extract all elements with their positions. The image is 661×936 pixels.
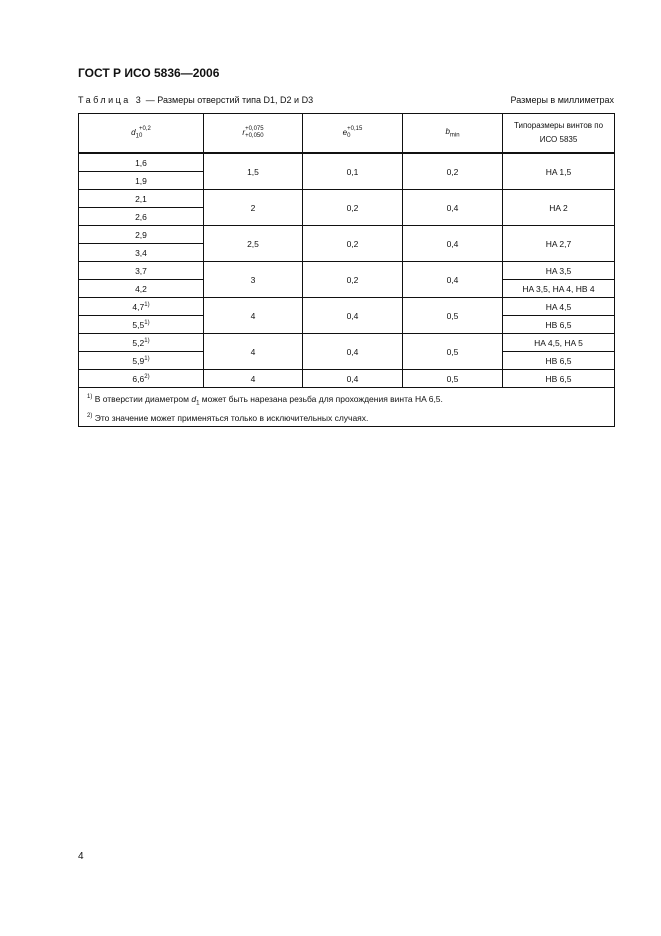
cell-r: 3 — [204, 262, 303, 298]
footnote-ref: 1) — [144, 355, 150, 362]
cell-screw-size: HA 2 — [503, 190, 615, 226]
cell-d1: 4,7$^{1)}$ — [79, 298, 204, 316]
cell-b: 0,4 — [403, 226, 503, 262]
cell-d1: 1,6 — [79, 153, 204, 172]
cell-d1: 3,4 — [79, 244, 204, 262]
footnote-ref: 1) — [144, 319, 150, 326]
cell-r: 4 — [204, 298, 303, 334]
cell-d1: 1,9 — [79, 172, 204, 190]
cell-r: 4 — [204, 334, 303, 370]
table-row — [79, 334, 615, 352]
cell-screw-size: HA 4,5 — [503, 298, 615, 316]
cell-screw-size: HB 6,5 — [503, 352, 615, 370]
cell-e: 0,1 — [303, 153, 403, 190]
cell-r: 4 — [204, 370, 303, 388]
cell-e: 0,2 — [303, 190, 403, 226]
table-row — [79, 262, 615, 280]
cell-d1: 2,6 — [79, 208, 204, 226]
cell-d1: 6,6$^{2)}$ — [79, 370, 204, 388]
header-screw-sizes: Типоразмеры винтов по ИСО 5835 — [503, 114, 615, 154]
footnote-ref: 1) — [144, 337, 150, 344]
cell-r: 2 — [204, 190, 303, 226]
document-header: ГОСТ Р ИСО 5836—2006 — [78, 66, 220, 80]
cell-d1: 2,9 — [79, 226, 204, 244]
cell-r: 1,5 — [204, 153, 303, 190]
header-r: r+0,075 +0,050 — [204, 114, 303, 154]
cell-screw-size: HB 6,5 — [503, 370, 615, 388]
table-caption: Таблица 3 — Размеры отверстий типа D1, D2 и D3 — [78, 95, 314, 105]
cell-b: 0,4 — [403, 190, 503, 226]
cell-b: 0,5 — [403, 370, 503, 388]
header-e: e+0,15 0 — [303, 114, 403, 154]
cell-screw-size: HB 6,5 — [503, 316, 615, 334]
table-footnotes — [79, 388, 615, 427]
header-d1: $d_1+0,2$ 0 — [79, 114, 204, 154]
cell-d1: 3,7 — [79, 262, 204, 280]
cell-d1: 2,1 — [79, 190, 204, 208]
table-row — [79, 190, 615, 208]
footnote-2: $^{2)}$ Это значение может применяться только в исключительных случаях. — [87, 412, 369, 423]
cell-b: 0,5 — [403, 298, 503, 334]
cell-b: 0,5 — [403, 334, 503, 370]
cell-screw-size: HA 2,7 — [503, 226, 615, 262]
cell-screw-size: HA 1,5 — [503, 153, 615, 190]
table-row — [79, 153, 615, 172]
footnote-ref: 1) — [144, 301, 150, 308]
footnote-ref: 2) — [144, 373, 150, 380]
cell-d1: 4,2 — [79, 280, 204, 298]
cell-b: 0,2 — [403, 153, 503, 190]
cell-e: 0,4 — [303, 298, 403, 334]
header-b: $b_{min}$ — [403, 114, 503, 154]
dimensions-table — [78, 113, 615, 427]
units-note: Размеры в миллиметрах — [510, 95, 614, 105]
cell-e: 0,2 — [303, 262, 403, 298]
cell-d1: 5,2$^{1)}$ — [79, 334, 204, 352]
cell-d1: 5,9$^{1)}$ — [79, 352, 204, 370]
cell-screw-size: HA 3,5 — [503, 262, 615, 280]
cell-e: 0,2 — [303, 226, 403, 262]
table-row — [79, 370, 615, 388]
table-header-row — [79, 114, 615, 154]
table-row — [79, 226, 615, 244]
cell-r: 2,5 — [204, 226, 303, 262]
footnote-1: $^{1)}$ В отверстии диаметром $d_1$ может быть нарезана резьба для прохождения винта HA 6,5. — [87, 393, 443, 407]
cell-screw-size: HA 4,5, HA 5 — [503, 334, 615, 352]
page-number: 4 — [78, 851, 84, 862]
cell-screw-size: HA 3,5, HA 4, HB 4 — [503, 280, 615, 298]
table-row — [79, 298, 615, 316]
cell-e: 0,4 — [303, 370, 403, 388]
cell-b: 0,4 — [403, 262, 503, 298]
cell-d1: 5,5$^{1)}$ — [79, 316, 204, 334]
cell-e: 0,4 — [303, 334, 403, 370]
